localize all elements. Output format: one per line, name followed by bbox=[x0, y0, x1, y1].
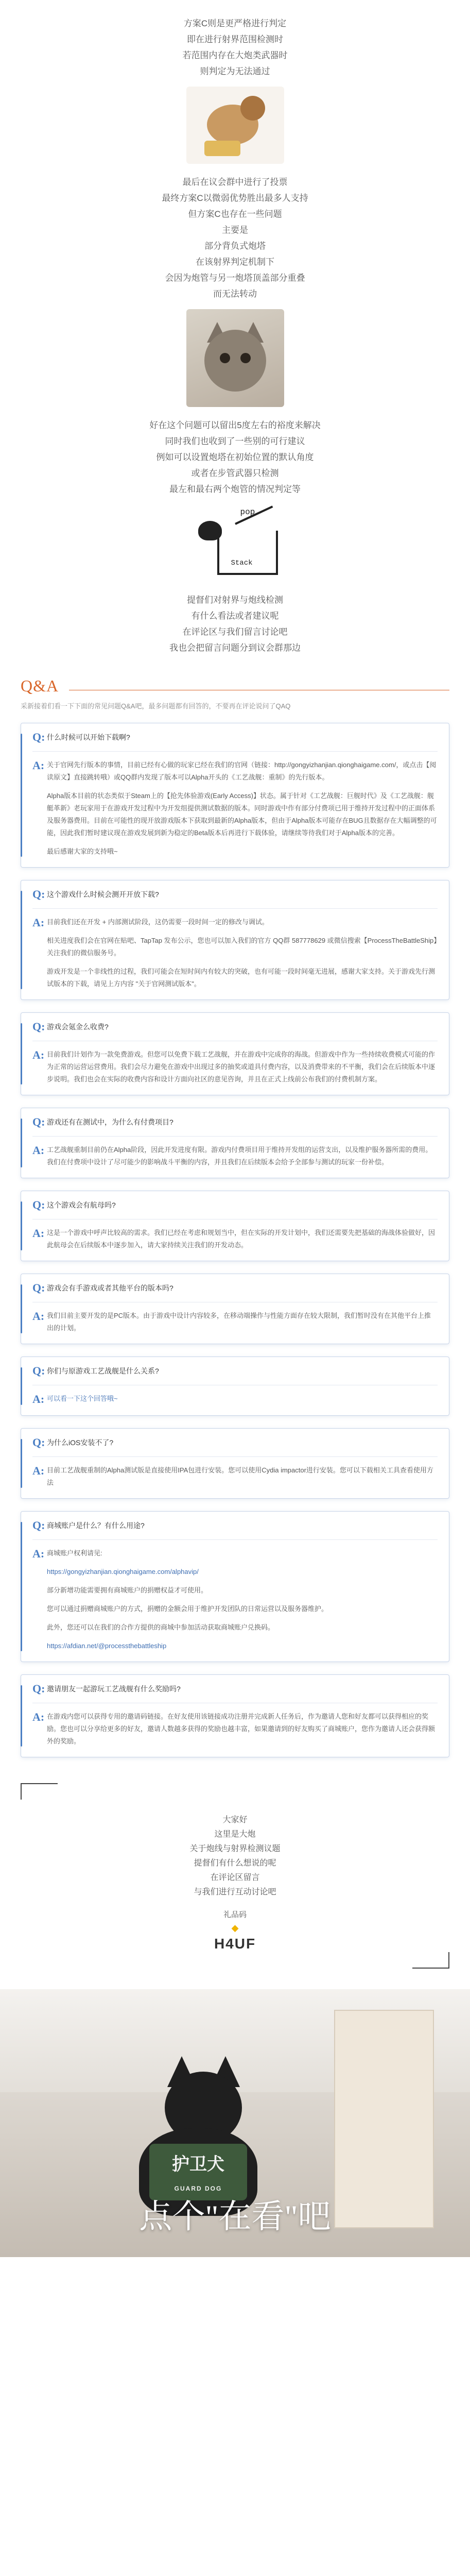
qa-card bbox=[21, 723, 449, 868]
qa-description: 采新接着们看一下下面的常见问题Q&A吧，最多问题都有回答的，不要再在评论说问了QAQ bbox=[21, 702, 291, 710]
qa-card bbox=[21, 1191, 449, 1261]
intro-line: 最后在议会群中进行了投票 bbox=[182, 177, 288, 187]
answer-row bbox=[32, 1041, 438, 1086]
intro-line: 例如可以设置炮塔在初始位置的默认角度 bbox=[156, 452, 314, 462]
ending-line: 在评论区留言 bbox=[210, 1873, 260, 1882]
answer-paragraph: 关于官网先行版本的事情，目前已经有心做的玩家已经在我们的官网（链接：http://gongyizhanjian.qionghaigame.com/，或点击【阅读原文】直接跳转哦）或QQ群内发现了版本可以Alpha开头的《工艺战舰：重制》的先行版本。 bbox=[47, 761, 437, 781]
question-text: 游戏会氪金么收费? bbox=[47, 1023, 109, 1031]
intro-section-2 bbox=[0, 174, 470, 302]
question-row bbox=[32, 1364, 438, 1385]
answer-mark-label: A: bbox=[32, 1310, 45, 1323]
ending-line: 关于炮线与射界检测议题 bbox=[189, 1844, 281, 1853]
answer-paragraph: 工艺战舰重制目前仍在Alpha阶段，因此开发进度有限。游戏内付费项目用于维持开发组的运营支出，以及维护服务器所需的费用。我们在付费项中设计了尽可能少的影响战斗平衡的内容，并且我们在后续版本会给予全部参与测试的玩家一份补偿。 bbox=[47, 1146, 432, 1166]
intro-line: 我也会把留言问题分到议会群那边 bbox=[169, 643, 301, 653]
answer-paragraph: 我们目前主要开发的是PC版本。由于游戏中设计内容较多，在移动端操作与性能方面存在较大限制，我们暂时没有在其他平台上推出的计划。 bbox=[47, 1312, 431, 1332]
intro-section-4 bbox=[0, 592, 470, 656]
intro-line: 好在这个问题可以留出5度左右的裕度来解决 bbox=[149, 420, 321, 430]
question-text: 什么时候可以开始下载啊? bbox=[47, 733, 130, 741]
intro-line: 有什么看法或者建议呢 bbox=[191, 611, 279, 621]
qa-card bbox=[21, 1357, 449, 1416]
question-mark-label: Q: bbox=[32, 1682, 45, 1695]
stack-cat-image bbox=[189, 502, 282, 580]
answer-row bbox=[32, 1137, 438, 1168]
answer-row bbox=[32, 1219, 438, 1251]
question-row bbox=[32, 1281, 438, 1302]
answer-paragraph: 此外，您还可以在我们的合作方提供的商城中参加活动获取商城账户兑换码。 bbox=[47, 1623, 275, 1631]
guard-cat-image bbox=[0, 1989, 470, 2257]
question-text: 游戏会有手游戏或者其他平台的版本吗? bbox=[47, 1284, 173, 1292]
answer-paragraph: 商城账户权利请见: bbox=[47, 1549, 102, 1557]
intro-line: 则判定为无法通过 bbox=[200, 66, 270, 76]
gift-code: H4UF bbox=[214, 1936, 256, 1952]
answer-row bbox=[32, 1540, 438, 1652]
answer-mark-label: A: bbox=[32, 916, 45, 929]
question-mark-label: Q: bbox=[32, 1364, 45, 1377]
squirrel-image bbox=[0, 87, 470, 164]
answer-mark-label: A: bbox=[32, 1048, 45, 1061]
answer-row bbox=[32, 1457, 438, 1489]
question-text: 这个游戏会有航母吗? bbox=[47, 1201, 116, 1209]
answer-mark-label: A: bbox=[32, 1393, 45, 1405]
intro-line: 在评论区与我们留言讨论吧 bbox=[182, 627, 288, 637]
answer-paragraph: 游戏开发是一个非线性的过程，我们可能会在短时间内有较大的突破，也有可能一段时间毫无进展，感谢大家支持。关于游戏先行测试版本的下载，请见上方内容 "关于官网测试版本"。 bbox=[47, 968, 436, 988]
answer-body bbox=[47, 1710, 438, 1748]
answer-paragraph: 相关进度我们会在官网在贴吧、TapTap 发布公示，您也可以加入我们的官方 QQ群 587778629 或微信搜索【ProcessTheBattleShip】关注我们的微信服务号。 bbox=[47, 937, 437, 957]
answer-mark-label: A: bbox=[32, 1710, 45, 1723]
kitten-illustration bbox=[186, 309, 284, 407]
question-row bbox=[32, 1682, 438, 1703]
question-text: 你们与原游戏工艺战舰是什么关系? bbox=[47, 1367, 159, 1375]
question-text: 商城账户是什么？有什么用途? bbox=[47, 1521, 145, 1530]
answer-paragraph: 您可以通过捐赠商城账户的方式，捐赠的金额会用于维护开发团队的日常运营以及服务器维护。 bbox=[47, 1605, 328, 1613]
qa-card bbox=[21, 1108, 449, 1178]
question-mark-label: Q: bbox=[32, 1198, 45, 1211]
gift-code-label: 礼品码 bbox=[223, 1910, 247, 1919]
ending-line: 提督们有什么想说的呢 bbox=[194, 1859, 276, 1868]
like-caption: 点个"在看"吧 bbox=[139, 2198, 331, 2235]
answer-body bbox=[47, 1393, 438, 1405]
answer-link[interactable]: https://afdian.net/@processthebattleship bbox=[47, 1642, 167, 1650]
question-row bbox=[32, 731, 438, 752]
question-mark-label: Q: bbox=[32, 1020, 45, 1033]
answer-body bbox=[47, 1464, 438, 1489]
answer-row bbox=[32, 909, 438, 990]
answer-body bbox=[47, 1547, 438, 1652]
question-row bbox=[32, 1198, 438, 1219]
qa-card bbox=[21, 880, 449, 1000]
question-row bbox=[32, 1519, 438, 1540]
qa-title bbox=[21, 676, 470, 696]
intro-line: 在该射界判定机制下 bbox=[196, 257, 274, 267]
answer-paragraph: 最后感谢大家的支持哦~ bbox=[47, 848, 118, 855]
answer-paragraph: 部分新增功能需要拥有商城账户的捐赠权益才可使用。 bbox=[47, 1586, 208, 1594]
question-mark-label: Q: bbox=[32, 1281, 45, 1294]
intro-line: 若范围内存在大炮类武器时 bbox=[182, 50, 288, 60]
intro-line: 但方案C也存在一些问题 bbox=[188, 209, 282, 219]
answer-row bbox=[32, 1703, 438, 1748]
stack-pop-label: pop bbox=[240, 507, 255, 517]
answer-row bbox=[32, 1385, 438, 1406]
corner-decoration bbox=[412, 1952, 449, 1969]
kitten-image bbox=[0, 309, 470, 407]
stack-label: Stack bbox=[231, 559, 253, 567]
qa-card bbox=[21, 1012, 449, 1095]
answer-mark-label: A: bbox=[32, 1547, 45, 1560]
question-mark-label: Q: bbox=[32, 1115, 45, 1128]
intro-line: 而无法转动 bbox=[213, 289, 257, 299]
intro-line: 提督们对射界与炮线检测 bbox=[187, 595, 283, 605]
answer-body bbox=[47, 1227, 438, 1251]
qa-header bbox=[0, 656, 470, 710]
intro-line: 会因为炮管与另一炮塔顶盖部分重叠 bbox=[165, 273, 305, 283]
answer-paragraph: Alpha版本目前的状态类似于Steam上的【抢先体验游戏(Early Access)】状态。属于针对《工艺战舰：巨舰时代》及《工艺战舰：舰艇革新》老玩家用于在游戏开发过程中为开发组提供测试数据的版本。同时游戏中作有部分付费项已用于维持开发过程中的正面体系及服务器费用。目前在可能性的现开放游戏版本下获取到最新的Alpha版本，但由于Alpha版本可能存在BUG且数据存在大幅调整的可能，因此我们暂时建议现在游戏发展到新为稳定的Beta版本后再进行下载体验，请继续等待我们对于Alpha版本的完善。 bbox=[47, 792, 437, 837]
qa-title-text: Q&A bbox=[21, 676, 59, 695]
qa-card bbox=[21, 1674, 449, 1757]
ending-section bbox=[0, 1813, 470, 1952]
question-text: 游戏还有在测试中，为什么有付费项目? bbox=[47, 1118, 173, 1126]
answer-paragraph: 目前工艺战舰重制的Alpha测试版是直接使用IPA包进行安装。您可以使用Cydia impactor进行安装。您可以下载相关工具查看使用方法 bbox=[47, 1466, 433, 1486]
question-row bbox=[32, 888, 438, 909]
intro-line: 主要是 bbox=[222, 225, 248, 235]
question-mark-label: Q: bbox=[32, 888, 45, 901]
question-row bbox=[32, 1020, 438, 1041]
qa-card bbox=[21, 1428, 449, 1499]
answer-paragraph: 这是一个游戏中呼声比较高的需求。我们已经在考虑和规划当中，但在实际的开发计划中，我们还需要先把基础的海战体验做好，因此航母会在后续版本中逐步加入，请大家持续关注我们的开发动态。 bbox=[47, 1229, 436, 1249]
question-text: 这个游戏什么时候会测开开放下载? bbox=[47, 890, 159, 899]
intro-section-1 bbox=[0, 0, 470, 79]
answer-link[interactable]: https://gongyizhanjian.qionghaigame.com/alphavip/ bbox=[47, 1568, 199, 1575]
question-row bbox=[32, 1115, 438, 1137]
intro-line: 最终方案C以微弱优势胜出最多人支持 bbox=[162, 193, 308, 203]
vest-text: 护卫犬 bbox=[172, 2155, 224, 2174]
intro-line: 最左和最右两个炮管的情况判定等 bbox=[169, 484, 301, 494]
answer-body bbox=[47, 759, 438, 858]
intro-section-3 bbox=[0, 417, 470, 497]
answer-mark-label: A: bbox=[32, 1464, 45, 1477]
answer-body bbox=[47, 1310, 438, 1334]
squirrel-illustration bbox=[186, 87, 284, 164]
qa-card bbox=[21, 1511, 449, 1662]
answer-mark-label: A: bbox=[32, 1227, 45, 1240]
intro-line: 方案C则是更严格进行判定 bbox=[183, 19, 287, 28]
answer-paragraph: 目前我们计划作为一款免费游戏。但您可以免费下载工艺战舰，并在游戏中完成你的海战。但游戏中作为一些持续收费模式可能的作为正常的运营运营费用。我们会尽力避免在游戏中出现过多的抽奖或道具付费内容，以及消费带来的不平衡，我们会在后续版本中逐步说明。我们也会在实际的收费内容和设计方面向社区的意见咨询，并且在正式上线前公布我们的付费机制方案。 bbox=[47, 1050, 436, 1083]
question-row bbox=[32, 1436, 438, 1457]
answer-body bbox=[47, 1048, 438, 1086]
vest-subtext: GUARD DOG bbox=[174, 2185, 222, 2192]
answer-mark-label: A: bbox=[32, 1144, 45, 1157]
diamond-icon: ◆ bbox=[231, 1923, 239, 1933]
intro-line: 即在进行射界范围检测时 bbox=[187, 35, 283, 44]
answer-row bbox=[32, 1302, 438, 1334]
intro-line: 或者在步管武器只检测 bbox=[191, 468, 279, 478]
intro-line: 部分背负式炮塔 bbox=[204, 241, 266, 251]
question-text: 为什么iOS安装不了? bbox=[47, 1438, 114, 1447]
answer-row bbox=[32, 752, 438, 858]
ending-line: 与我们进行互动讨论吧 bbox=[194, 1888, 276, 1896]
answer-link[interactable]: 可以看一下这个回答哦~ bbox=[47, 1395, 118, 1402]
question-mark-label: Q: bbox=[32, 1519, 45, 1532]
qa-card bbox=[21, 1274, 449, 1344]
ending-line: 大家好 bbox=[222, 1816, 248, 1824]
question-mark-label: Q: bbox=[32, 1436, 45, 1449]
answer-paragraph: 在游戏内您可以获得专用的邀请码链接。在好友使用该链接成功注册并完成新人任务后，作为邀请人您和好友都可以获得相应的奖励。您也可以分享给更多的好友，邀请人数越多获得的奖励也越丰富，如果邀请到的好友购买了商城账户，您作为邀请人还会获得额外的奖励。 bbox=[47, 1713, 436, 1745]
answer-mark-label: A: bbox=[32, 759, 45, 772]
corner-decoration bbox=[21, 1783, 58, 1800]
intro-line: 同时我们也收到了一些别的可行建议 bbox=[165, 436, 305, 446]
stack-box bbox=[217, 531, 278, 575]
answer-body bbox=[47, 1144, 438, 1168]
ending-line: 这里是大炮 bbox=[214, 1830, 256, 1839]
question-text: 邀请朋友一起游玩工艺战舰有什么奖励吗? bbox=[47, 1685, 181, 1693]
answer-paragraph: 目前我们还在开发 + 内部测试阶段，这仍需要一段时间一定的修改与调试。 bbox=[47, 918, 269, 926]
question-mark-label: Q: bbox=[32, 731, 45, 743]
answer-body bbox=[47, 916, 438, 990]
